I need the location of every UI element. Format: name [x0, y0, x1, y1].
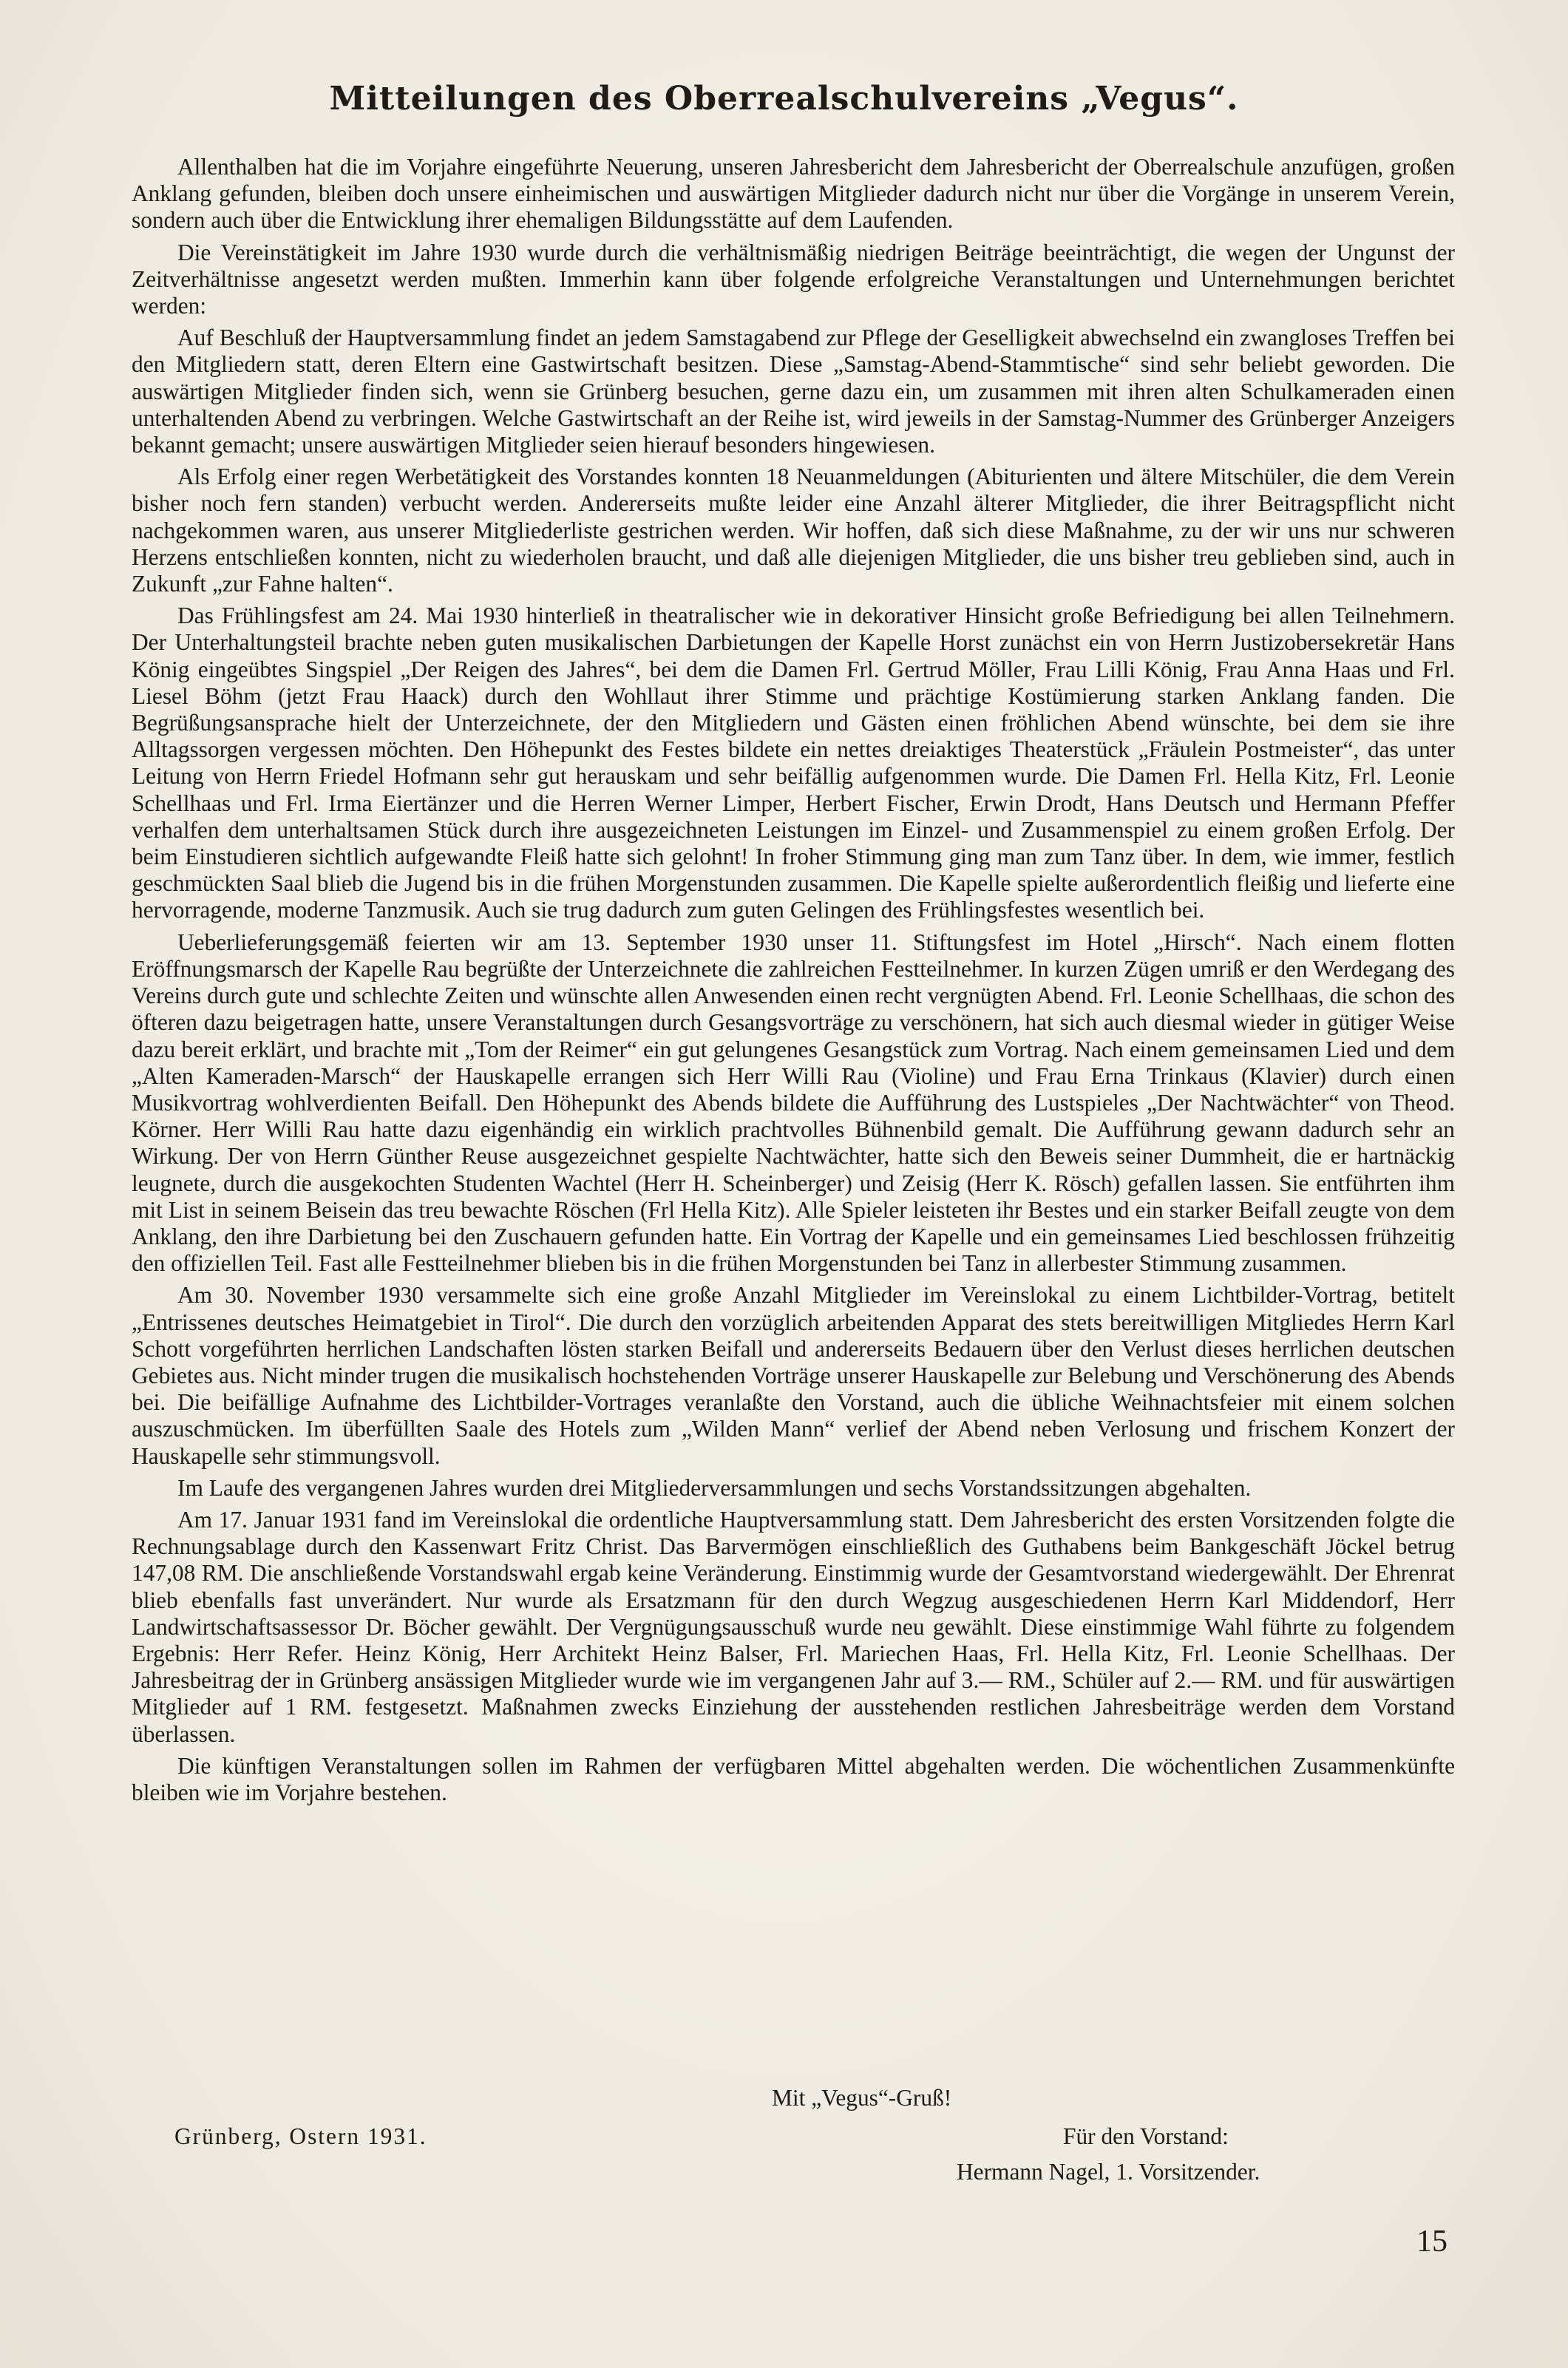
paragraph: Am 17. Januar 1931 fand im Vereinslokal die ordentliche Hauptversammlung statt. Dem Jahresbericht des ersten Vorsitzenden folgte die Rechnungsablage durch den Kassenwart Fritz Christ. Das Barvermögen einschließlich des Guthabens beim Bankgeschäft Jöckel betrug 147,08 RM. Die anschließende Vorstandswahl ergab keine Veränderung. Einstimmig wurde der Gesamtvorstand wiedergewählt. Der Ehrenrat blieb ebenfalls fast unverändert. Nur wurde als Ersatzmann für den durch Wegzug ausgeschiedenen Herrn Karl Middendorf, Herr Landwirtschaftsassessor Dr. Böcher gewählt. Der Vergnügungsausschuß wurde neu gewählt. Diese einstimmige Wahl führte zu folgendem Ergebnis: Herr Refer. Heinz König, Herr Architekt Heinz Balser, Frl. Mariechen Haas, Frl. Hella Kitz, Frl. Leonie Schellhaas. Der Jahresbeitrag der in Grünberg ansässigen Mitglieder wurde wie im vergangenen Jahr auf 3.— RM., Schüler auf 2.— RM. und für auswärtigen Mitglieder auf 1 RM. festgesetzt. Maßnahmen zwecks Einziehung der ausstehenden restlichen Jahresbeiträge werden dem Vorstand überlassen.	[132, 1506, 1455, 1747]
paragraph: Ueberlieferungsgemäß feierten wir am 13. September 1930 unser 11. Stiftungsfest im Hotel „Hirsch“. Nach einem flotten Eröffnungsmarsch der Kapelle Rau begrüßte der Unterzeichnete die zahlreichen Festteilnehmer. In kurzen Zügen umriß er den Werdegang des Vereins durch gute und schlechte Zeiten und wünschte allen Anwesenden einen recht vergnügten Abend. Frl. Leonie Schellhaas, die schon des öfteren dazu beigetragen hatte, unsere Veranstaltungen durch Gesangsvorträge zu verschönern, hat sich auch diesmal wieder in gütiger Weise dazu bereit erklärt, und brachte mit „Tom der Reimer“ ein gut gelungenes Gesangstück zum Vortrag. Nach einem gemeinsamen Lied und dem „Alten Kameraden-Marsch“ der Hauskapelle errangen sich Herr Willi Rau (Violine) und Frau Erna Trinkaus (Klavier) durch einen Musikvortrag wohlverdienten Beifall. Den Höhepunkt des Abends bildete die Aufführung des Lustspieles „Der Nachtwächter“ von Theod. Körner. Herr Willi Rau hatte dazu eigenhändig ein wirklich prachtvolles Bühnenbild gemalt. Die Aufführung gewann dadurch sehr an Wirkung. Der von Herrn Günther Reuse ausgezeichnet gespielte Nachtwächter, hatte sich den Beweis seiner Dummheit, die er hartnäckig leugnete, durch die ausgekochten Studenten Wachtel (Herr H. Scheinberger) und Zeisig (Herr K. Rösch) gefallen lassen. Sie entführten ihm mit List in seinem Beisein das treu bewachte Röschen (Frl Hella Kitz). Alle Spieler leisteten ihr Bestes und ein starker Beifall zeugte von dem Anklang, den ihre Darbietung bei den Zuschauern gefunden hatte. Ein Vortrag der Kapelle und ein gemeinsames Lied beschlossen frühzeitig den offiziellen Teil. Fast alle Festteilnehmer blieben bis in die frühen Morgenstunden bei Tanz in allerbester Stimmung zusammen.	[132, 929, 1455, 1277]
paragraph: Allenthalben hat die im Vorjahre eingeführte Neuerung, unseren Jahresbericht dem Jahresbericht der Oberrealschule anzufügen, großen Anklang gefunden, bleiben doch unsere einheimischen und auswärtigen Mitglieder dadurch nicht nur über die Vorgänge in unserem Verein, sondern auch über die Entwicklung ihrer ehemaligen Bildungsstätte auf dem Laufenden.	[132, 154, 1455, 234]
closing-greeting: Mit „Vegus“-Gruß!	[772, 2085, 952, 2111]
page-number: 15	[1416, 2225, 1447, 2259]
paragraph: Als Erfolg einer regen Werbetätigkeit des Vorstandes konnten 18 Neuanmeldungen (Abiturienten und ältere Mitschüler, die dem Verein bisher noch fern standen) verbucht werden. Andererseits mußte leider eine Anzahl älterer Mitglieder, die ihrer Beitragspflicht nicht nachgekommen waren, aus unserer Mitgliederliste gestrichen werden. Wir hoffen, daß sich diese Maßnahme, zu der wir uns nur schweren Herzens entschließen konnten, nicht zu wiederholen braucht, und daß alle diejenigen Mitglieder, die uns bisher treu geblieben sind, auch in Zukunft „zur Fahne halten“.	[132, 464, 1455, 597]
paragraph: Im Laufe des vergangenen Jahres wurden drei Mitgliederversammlungen und sechs Vorstandssitzungen abgehalten.	[177, 1474, 1252, 1501]
paragraph: Auf Beschluß der Hauptversammlung findet an jedem Samstagabend zur Pflege der Geselligkeit abwechselnd ein zwangloses Treffen bei den Mitgliedern statt, deren Eltern eine Gastwirtschaft besitzen. Diese „Samstag-Abend-Stammtische“ sind sehr beliebt geworden. Die auswärtigen Mitglieder finden sich, wenn sie Grünberg besuchen, gerne dazu ein, um zusammen mit ihren alten Schulkameraden einen unterhaltenden Abend zu verbringen. Welche Gastwirtschaft an der Reihe ist, wird jeweils in der Samstag-Nummer des Grünberger Anzeigers bekannt gemacht; unsere auswärtigen Mitglieder seien hierauf besonders hingewiesen.	[132, 325, 1455, 458]
paragraph: Die Vereinstätigkeit im Jahre 1930 wurde durch die verhältnismäßig niedrigen Beiträge beeinträchtigt, die wegen der Ungunst der Zeitverhältnisse angesetzt werden mußten. Immerhin kann über folgende erfolgreiche Veranstaltungen und Unternehmungen berichtet werden:	[132, 239, 1455, 319]
paragraph: Das Frühlingsfest am 24. Mai 1930 hinterließ in theatralischer wie in dekorativer Hinsicht große Befriedigung bei allen Teilnehmern. Der Unterhaltungsteil brachte neben guten musikalischen Darbietungen der Kapelle Horst zunächst ein von Herrn Justizobersekretär Hans König eingeübtes Singspiel „Der Reigen des Jahres“, bei dem die Damen Frl. Gertrud Möller, Frau Lilli König, Frau Anna Haas und Frl. Liesel Böhm (jetzt Frau Haack) durch den Wohllaut ihrer Stimme und prächtige Kostümierung starken Anklang fanden. Die Begrüßungsansprache hielt der Unterzeichnete, der den Mitgliedern und Gästen einen fröhlichen Abend wünschte, bei dem sie ihre Alltagssorgen vergessen möchten. Den Höhepunkt des Festes bildete ein nettes dreiaktiges Theaterstück „Fräulein Postmeister“, das unter Leitung von Herrn Friedel Hofmann sehr gut herauskam und sehr beifällig aufgenommen wurde. Die Damen Frl. Hella Kitz, Frl. Leonie Schellhaas und Frl. Irma Eiertänzer und die Herren Werner Limper, Herbert Fischer, Erwin Drodt, Hans Deutsch und Hermann Pfeffer verhalfen dem unterhaltsamen Stück durch ihre ausgezeichneten Leistungen im Einzel- und Zusammenspiel zu einem großen Erfolg. Der beim Einstudieren sichtlich aufgewandte Fleiß hatte sich gelohnt! In froher Stimmung ging man zum Tanz über. In dem, wie immer, festlich geschmückten Saal blieb die Jugend bis in die frühen Morgenstunden zusammen. Die Kapelle spielte außerordentlich fleißig und lieferte eine hervorragende, moderne Tanzmusik. Auch sie trug dadurch zum guten Gelingen des Frühlingsfestes wesentlich bei.	[132, 603, 1455, 923]
paragraph: Am 30. November 1930 versammelte sich eine große Anzahl Mitglieder im Vereinslokal zu einem Lichtbilder-Vortrag, betitelt „Entrissenes deutsches Heimatgebiet in Tirol“. Die durch den vorzüglich arbeitenden Apparat des stets bereitwilligen Mitgliedes Herrn Karl Schott vorgeführten herrlichen Landschaften lösten starken Beifall und andererseits Bedauern über den Verlust dieses herrlichen deutschen Gebietes aus. Nicht minder trugen die musikalisch hochstehenden Vorträge unserer Hauskapelle zur Belebung und Verschönerung des Abends bei. Die beifällige Aufnahme des Lichtbilder-Vortrages veranlaßte den Vorstand, auch die übliche Weihnachtsfeier mit einem solchen auszuschmücken. Im überfüllten Saale des Hotels zum „Wilden Mann“ verlief der Abend neben Verlosung und frischem Konzert der Hauskapelle sehr stimmungsvoll.	[132, 1282, 1455, 1469]
board-label: Für den Vorstand:	[1063, 2123, 1229, 2149]
page-title: Mitteilungen des Oberrealschulvereins „Vegus“.	[329, 80, 1239, 118]
paragraph: Die künftigen Veranstaltungen sollen im Rahmen der verfügbaren Mittel abgehalten werden. Die wöchentlichen Zusammenkünfte bleiben wie im Vorjahre bestehen.	[132, 1752, 1455, 1805]
signature-line: Hermann Nagel, 1. Vorsitzender.	[957, 2159, 1260, 2185]
article-body	[132, 154, 1455, 1816]
place-date: Grünberg, Ostern 1931.	[174, 2123, 427, 2149]
